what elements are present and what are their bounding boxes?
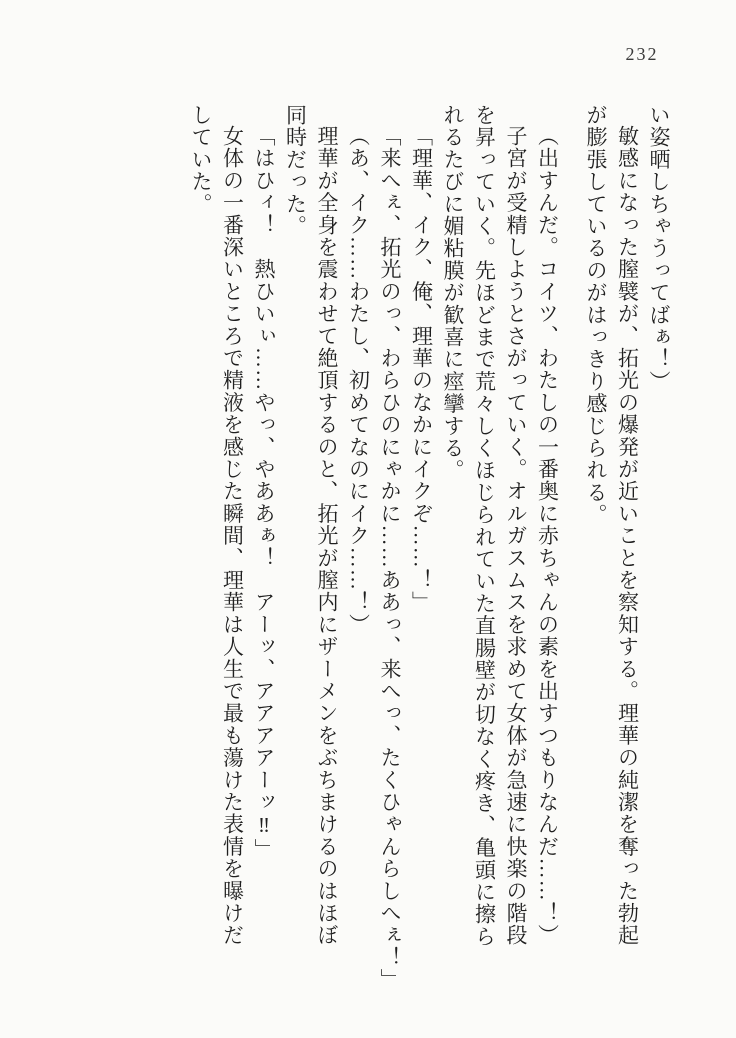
text-line: 「はひィ！ 熱ひいぃ……やっ、やああぁ！ アーッ、アアアアーッ‼」 bbox=[252, 125, 276, 861]
paragraph-narration bbox=[437, 104, 532, 954]
paragraph-narration bbox=[580, 104, 643, 954]
text-line: 「来へぇ、拓光のっ、わらひのにゃかに……ああっ、来へっ、たくひゃんらしへぇ！」 bbox=[378, 125, 402, 991]
text-line: 同時だった。 bbox=[283, 104, 308, 238]
text-block bbox=[185, 104, 675, 991]
paragraph-inner-monologue bbox=[342, 104, 374, 954]
text-line: を昇っていく。先ほどまで荒々しくほじられていた直腸壁が切なく疼き、亀頭に擦ら bbox=[472, 104, 497, 948]
text-line: 敏感になった膣襞が、拓光の爆発が近いことを察知する。理華の純潔を奪った勃起 bbox=[615, 125, 640, 947]
paragraph-inner-monologue bbox=[531, 104, 563, 954]
paragraph-dialogue bbox=[248, 104, 280, 954]
text-line: 「理華、イク、俺、理華のなかにイクぞ……！」 bbox=[409, 125, 434, 614]
paragraph-dialogue bbox=[405, 104, 437, 954]
paragraph-continuation bbox=[643, 104, 675, 954]
text-line: （あ、イク……わたし、初めてなのにイク……！） bbox=[346, 125, 371, 636]
text-line: 理華が全身を震わせて絶頂するのと、拓光が膣内にザーメンをぶちまけるのはほぼ bbox=[315, 125, 339, 947]
text-line: （出すんだ。コイツ、わたしの一番奥に赤ちゃんの素を出すつもりなんだ……！） bbox=[535, 125, 560, 947]
text-line: 女体の一番深いところで精液を感じた瞬間、理華は人生で最も蕩けた表情を曝けだ bbox=[220, 125, 245, 947]
text-line: していた。 bbox=[189, 104, 213, 215]
text-line: 子宮が受精しようとさがっていく。オルガスムスを求めて女体が急速に快楽の階段 bbox=[504, 125, 528, 947]
paragraph-narration bbox=[185, 104, 248, 954]
paragraph-narration bbox=[279, 104, 342, 954]
text-line: れるたびに媚粘膜が歓喜に痙攣する。 bbox=[441, 104, 465, 482]
paragraph-dialogue bbox=[374, 104, 406, 991]
text-line: が膨張しているのがはっきり感じられる。 bbox=[584, 104, 608, 526]
text-line: い姿晒しちゃうってばぁ！） bbox=[647, 104, 671, 393]
page-number: 232 bbox=[625, 44, 659, 64]
